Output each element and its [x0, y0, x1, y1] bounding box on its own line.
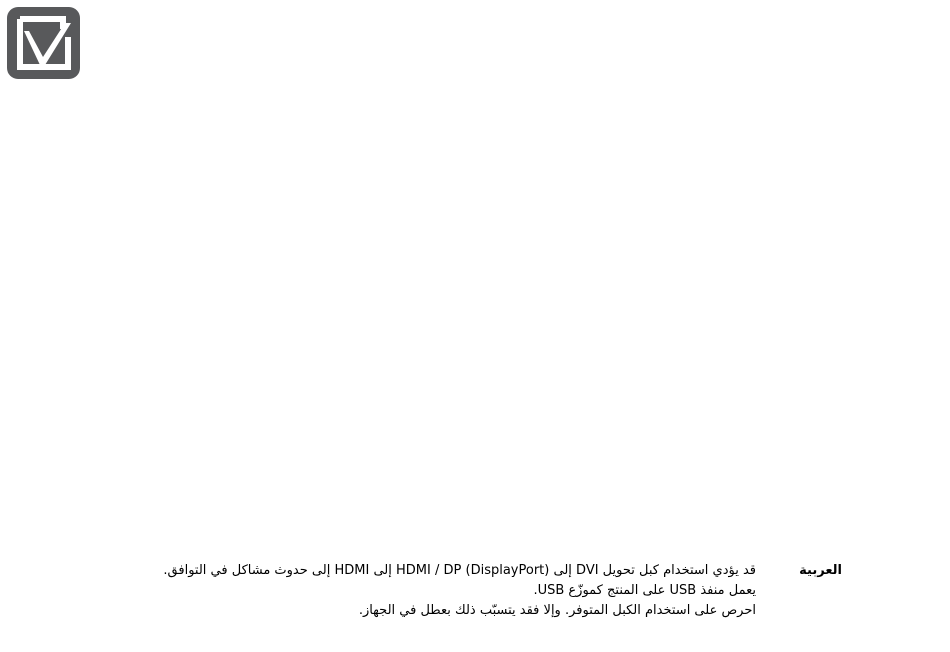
notice-line-adapter-compatibility: قد يؤدي استخدام كبل تحويل DVI إلى (DisplayPort) HDMI / DP إلى HDMI إلى حدوث مشاكل في التوافق.	[163, 563, 756, 578]
safety-notice	[163, 561, 756, 621]
notice-line-usb-hub: يعمل منفذ USB على المنتج كموزّع USB.	[533, 583, 756, 598]
language-label: العربية	[799, 563, 842, 578]
notice-line-use-supplied-cable: احرص على استخدام الكبل المتوفر. وإلا فقد يتسبّب ذلك بعطل في الجهاز.	[358, 603, 756, 618]
checkbox-check-logo-icon	[7, 7, 80, 79]
